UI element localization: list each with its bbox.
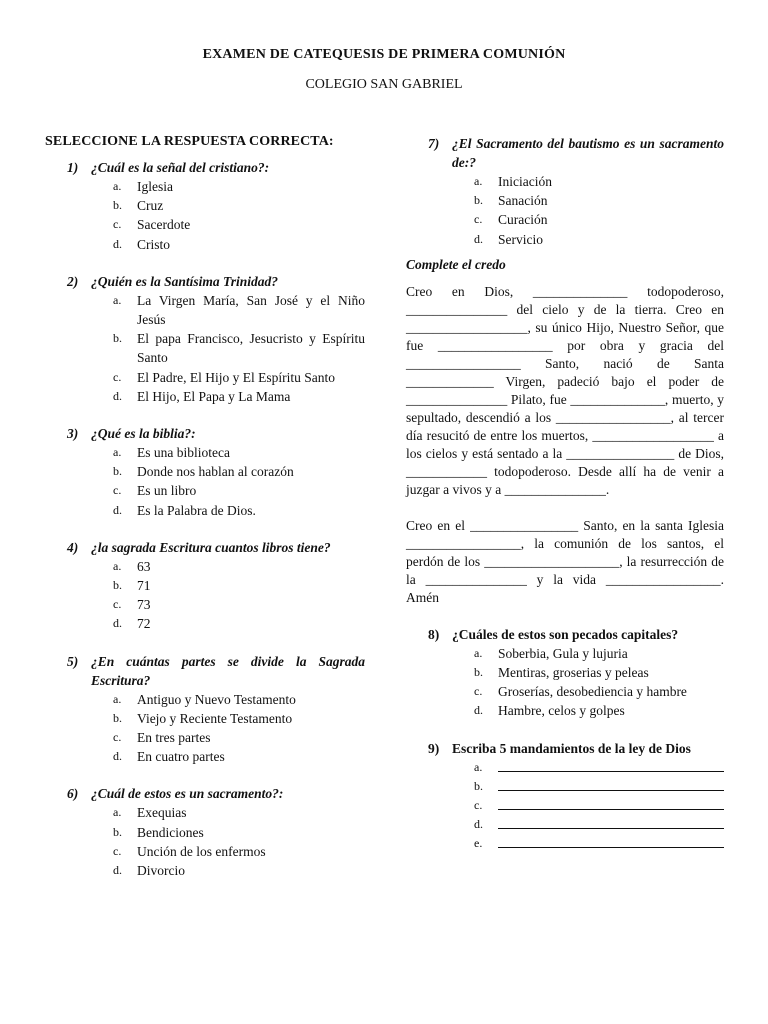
answer-option <box>406 644 724 663</box>
question-text: ¿la sagrada Escritura cuantos libros tiene? <box>91 539 331 555</box>
option-text: Es la Palabra de Dios. <box>137 502 256 518</box>
question-number: 9) <box>428 740 440 756</box>
option-letter: c. <box>474 684 483 699</box>
option-letter: d. <box>113 863 122 878</box>
question-heading <box>45 424 365 443</box>
option-text: Cruz <box>137 198 164 214</box>
option-text: Curación <box>498 212 548 228</box>
answer-option <box>45 728 365 747</box>
answer-line[interactable] <box>498 758 724 772</box>
option-letter: a. <box>113 179 122 193</box>
question-text: Escriba 5 mandamientos de la ley de Dios <box>452 740 691 756</box>
option-letter: d. <box>113 236 122 251</box>
question-number: 5) <box>67 653 79 669</box>
option-text: En tres partes <box>137 730 211 746</box>
question-8 <box>406 625 724 721</box>
option-letter: d. <box>113 502 122 517</box>
question-text: ¿Cuál de estos es un sacramento?: <box>91 786 284 802</box>
question-heading <box>406 625 724 644</box>
answer-option <box>45 443 365 462</box>
option-list <box>406 172 724 249</box>
answer-line-row <box>406 777 724 796</box>
answer-line-row <box>406 834 724 853</box>
answer-line[interactable] <box>498 815 724 829</box>
question-heading <box>45 652 365 690</box>
option-text: La Virgen María, San José y el Niño Jesús <box>137 292 365 328</box>
option-text: 72 <box>137 616 151 632</box>
option-text: Divorcio <box>137 863 185 879</box>
answer-option <box>45 861 365 880</box>
option-letter: c. <box>113 369 122 384</box>
right-column <box>406 134 724 872</box>
option-text: Antiguo y Nuevo Testamento <box>137 691 296 707</box>
question-heading <box>45 538 365 557</box>
option-text: 63 <box>137 558 151 574</box>
answer-option <box>406 210 724 229</box>
credo-paragraph-2: Creo en el ________________ Santo, en la santa Iglesia _________________, la comunión de los santos, el perdón de los ____________________, la resurrección de la _______________ y la vida _________________. Amén <box>406 517 724 605</box>
option-letter: b. <box>474 665 483 680</box>
question-number: 7) <box>428 136 440 151</box>
question-heading <box>406 134 724 172</box>
option-letter: a. <box>474 759 483 774</box>
question-number: 3) <box>67 426 79 442</box>
question-number: 8) <box>428 626 440 642</box>
question-6 <box>45 784 365 880</box>
option-text: Sacerdote <box>137 217 191 233</box>
answer-option <box>45 368 365 387</box>
option-letter: d. <box>474 703 483 718</box>
left-column <box>45 134 365 898</box>
answer-option <box>45 196 365 215</box>
answer-option <box>406 682 724 701</box>
option-letter: d. <box>113 616 122 631</box>
answer-line-row <box>406 758 724 777</box>
answer-option <box>45 557 365 576</box>
option-list <box>45 803 365 880</box>
option-letter: b. <box>113 710 122 725</box>
section-title: SELECCIONE LA RESPUESTA CORRECTA: <box>45 134 334 149</box>
question-1 <box>45 158 365 254</box>
option-text: Soberbia, Gula y lujuria <box>498 645 628 661</box>
question-5 <box>45 652 365 767</box>
option-list <box>45 291 365 406</box>
answer-option <box>45 215 365 234</box>
answer-option <box>45 481 365 500</box>
option-letter: a. <box>113 558 122 573</box>
question-text: ¿En cuántas partes se divide la Sagrada Escritura? <box>91 653 365 688</box>
option-letter: d. <box>474 817 483 832</box>
option-letter: e. <box>474 836 483 851</box>
option-letter: a. <box>113 805 122 820</box>
question-number: 2) <box>67 273 79 289</box>
option-text: 73 <box>137 597 151 613</box>
option-letter: c. <box>113 843 122 858</box>
option-letter: b. <box>474 778 483 793</box>
question-number: 4) <box>67 539 79 555</box>
answer-option <box>45 291 365 329</box>
option-text: Hambre, celos y golpes <box>498 703 625 719</box>
answer-option <box>406 230 724 249</box>
answer-line[interactable] <box>498 777 724 791</box>
question-text: ¿Cuáles de estos son pecados capitales? <box>452 626 679 642</box>
option-text: Mentiras, groserias y peleas <box>498 665 649 681</box>
question-2 <box>45 272 365 406</box>
answer-option <box>45 462 365 481</box>
option-text: En cuatro partes <box>137 749 225 765</box>
question-text: ¿Qué es la biblia?: <box>91 426 196 442</box>
credo-title: Complete el credo <box>406 256 506 272</box>
answer-option <box>45 842 365 861</box>
option-text: Cristo <box>137 236 171 252</box>
option-text: El Padre, El Hijo y El Espíritu Santo <box>137 369 335 385</box>
option-list <box>45 177 365 254</box>
question-4 <box>45 538 365 634</box>
option-letter: a. <box>113 445 122 460</box>
answer-option <box>45 387 365 406</box>
question-text: ¿Cuál es la señal del cristiano?: <box>91 160 270 175</box>
question-9 <box>406 739 724 854</box>
answer-line-row <box>406 796 724 815</box>
option-letter: d. <box>113 749 122 764</box>
answer-line-row <box>406 815 724 834</box>
option-letter: c. <box>113 217 122 232</box>
option-list <box>45 557 365 634</box>
option-text: Exequias <box>137 805 187 821</box>
option-letter: b. <box>113 198 122 213</box>
question-text: ¿Quién es la Santísima Trinidad? <box>91 273 279 289</box>
question-number: 1) <box>67 160 79 175</box>
option-text: Unción de los enfermos <box>137 843 266 859</box>
option-letter: c. <box>113 483 122 498</box>
option-text: Iglesia <box>137 179 173 194</box>
answer-option <box>406 191 724 210</box>
answer-option <box>45 329 365 367</box>
answer-option <box>45 501 365 520</box>
option-text: Donde nos hablan al corazón <box>137 464 294 480</box>
option-letter: a. <box>113 691 122 706</box>
answer-option <box>45 747 365 766</box>
answer-line[interactable] <box>498 796 724 810</box>
option-text: Sanación <box>498 193 548 209</box>
answer-option <box>45 823 365 842</box>
answer-option <box>45 235 365 254</box>
option-text: Es un libro <box>137 483 197 499</box>
answer-option <box>45 614 365 633</box>
answer-option <box>406 172 724 191</box>
credo-section <box>406 257 724 607</box>
option-list <box>45 443 365 520</box>
answer-line[interactable] <box>498 834 724 848</box>
answer-option <box>45 177 365 196</box>
option-letter: a. <box>474 645 483 660</box>
option-letter: b. <box>113 464 122 479</box>
option-text: Es una biblioteca <box>137 445 230 461</box>
option-letter: d. <box>474 231 483 246</box>
option-text: 71 <box>137 578 151 594</box>
option-text: Bendiciones <box>137 824 204 840</box>
option-letter: a. <box>474 174 483 188</box>
option-letter: d. <box>113 388 122 403</box>
question-list <box>45 158 365 880</box>
option-list <box>45 690 365 767</box>
answer-option <box>45 595 365 614</box>
answer-option <box>45 576 365 595</box>
question-heading <box>45 784 365 803</box>
option-letter: c. <box>474 798 483 813</box>
option-list <box>406 644 724 721</box>
question-3 <box>45 424 365 520</box>
option-text: Viejo y Reciente Testamento <box>137 710 293 726</box>
option-text: El papa Francisco, Jesucristo y Espíritu Santo <box>137 331 365 366</box>
answer-option <box>45 709 365 728</box>
option-letter: c. <box>113 597 122 612</box>
credo-paragraph-1: Creo en Dios, ______________ todopoderoso, _______________ del cielo y de la tierra. Creo en __________________, su único Hijo, Nuestro Señor, que fue _________________ por obra y gracia del _________________ Santo, nació de Santa _____________ Virgen, padeció bajo el poder de _______________ Pilato, fue ______________, muerto, y sepultado, descendió a los _________________, al tercer día resucitó de entre los muertos, __________________ a los cielos y está sentado a la ________________ de Dios, ____________ todopoderoso. Desde allí ha de venir a juzgar a vivos y a _______________. <box>406 283 724 497</box>
question-7 <box>406 134 724 249</box>
answer-option <box>406 701 724 720</box>
option-letter: b. <box>113 824 122 839</box>
option-letter: b. <box>113 331 122 346</box>
option-letter: b. <box>474 193 483 208</box>
question-heading <box>45 158 365 177</box>
answer-option <box>45 803 365 822</box>
exam-title: EXAMEN DE CATEQUESIS DE PRIMERA COMUNIÓN <box>202 47 566 62</box>
option-letter: c. <box>113 730 122 745</box>
answer-option <box>45 690 365 709</box>
question-text: ¿El Sacramento del bautismo es un sacramento de:? <box>452 136 724 170</box>
question-heading <box>406 739 724 758</box>
question-heading <box>45 272 365 291</box>
option-text: Groserías, desobediencia y hambre <box>498 684 687 700</box>
answer-lines <box>406 758 724 854</box>
option-letter: b. <box>113 578 122 593</box>
option-letter: a. <box>113 292 122 307</box>
option-text: El Hijo, El Papa y La Mama <box>137 388 291 404</box>
school-name: COLEGIO SAN GABRIEL <box>305 77 463 92</box>
question-number: 6) <box>67 786 79 802</box>
option-letter: c. <box>474 212 483 227</box>
option-text: Iniciación <box>498 174 552 189</box>
answer-option <box>406 663 724 682</box>
option-text: Servicio <box>498 231 543 247</box>
